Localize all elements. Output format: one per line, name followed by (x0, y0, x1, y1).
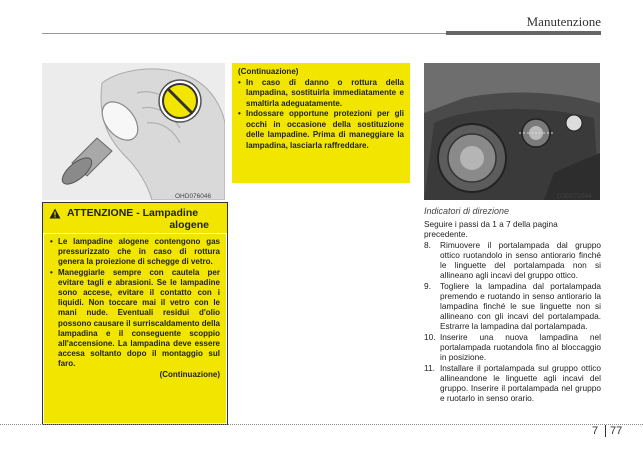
step-number: 11. (424, 363, 435, 373)
procedure-step (424, 281, 601, 331)
procedure-step (424, 363, 601, 403)
step-number: 10. (424, 332, 436, 342)
attention-title-line2: alogene (169, 219, 209, 231)
warning-continuation-box (232, 63, 410, 183)
attention-body (44, 234, 226, 423)
attention-item: • Le lampadine alogene contengono gas pressurizzato che in caso di rottura genera la proiezione di schegge di vetro. (50, 237, 220, 268)
step-text: Inserire una nuova lampadina nel portalampada ruotandola fino al bloccaggio in posizione. (440, 332, 601, 362)
page-header-title: Manutenzione (526, 14, 601, 29)
procedure-step (424, 240, 601, 280)
headlamp-assembly-photo (424, 63, 600, 200)
step-number: 9. (424, 281, 431, 291)
procedure-step (424, 332, 601, 362)
page-number: 77 (605, 425, 622, 437)
attention-header (43, 203, 227, 233)
warning-item: • In caso di danno o rottura della lampadina, sostituirla immediatamente e smaltirla adeguatamente. (238, 78, 404, 110)
procedure-column (424, 206, 601, 403)
attention-box (42, 202, 228, 425)
warning-triangle-icon (49, 208, 61, 222)
attention-item: • Maneggiarle sempre con cautela per evitare tagli e abrasioni. Se le lampadine sono accese, evitare il contatto con i liquidi. Non toccare mai il vetro con le mani nude. Eventuali residui d'olio possono causare il surriscaldamento della lampadina e il conseguente scoppio all'accensione. La lampadina deve essere accesa soltanto dopo il montaggio sul faro. (50, 268, 220, 370)
procedure-intro: Seguire i passi da 1 a 7 della pagina precedente. (424, 219, 558, 239)
continuation-heading: (Continuazione) (238, 67, 299, 76)
step-text: Togliere la lampadina dal portalampada premendo e ruotando in senso antiorario la lampadina finché le sue linguette non si allineano con gli incavi del portalampada. Estrarre la lampadina dal portalampada. (440, 281, 601, 331)
step-text: Installare il portalampada sul gruppo ottico allineandone le linguette agli incavi del gruppo. Inserire il portalampada nel gruppo e ruotarlo in senso orario. (440, 363, 601, 403)
footer-rule (0, 424, 643, 425)
step-number: 8. (424, 240, 431, 250)
procedure-steps (424, 240, 601, 403)
attention-label: ATTENZIONE (67, 207, 134, 219)
header-rule-accent (446, 31, 601, 35)
chapter-number: 7 (592, 425, 599, 437)
step-text: Rimuovere il portalampada dal gruppo ottico ruotandolo in senso antiorario finché le linguette del portalampada non si allineano agli incavi del gruppo ottico. (440, 240, 601, 280)
attention-title: - Lampadine (136, 207, 199, 219)
halogen-bulb-photo (42, 63, 225, 200)
figure-code-right: OJD072044 (557, 193, 592, 200)
figure-code-left: OHD076046 (175, 193, 212, 200)
warning-item: • Indossare opportune protezioni per gli occhi in occasione della sostituzione delle lampadine. Prima di maneggiare la lampadina, lasciarla raffreddare. (238, 109, 404, 151)
attention-continuation: (Continuazione) (159, 369, 220, 379)
section-title: Indicatori di direzione (424, 206, 510, 216)
